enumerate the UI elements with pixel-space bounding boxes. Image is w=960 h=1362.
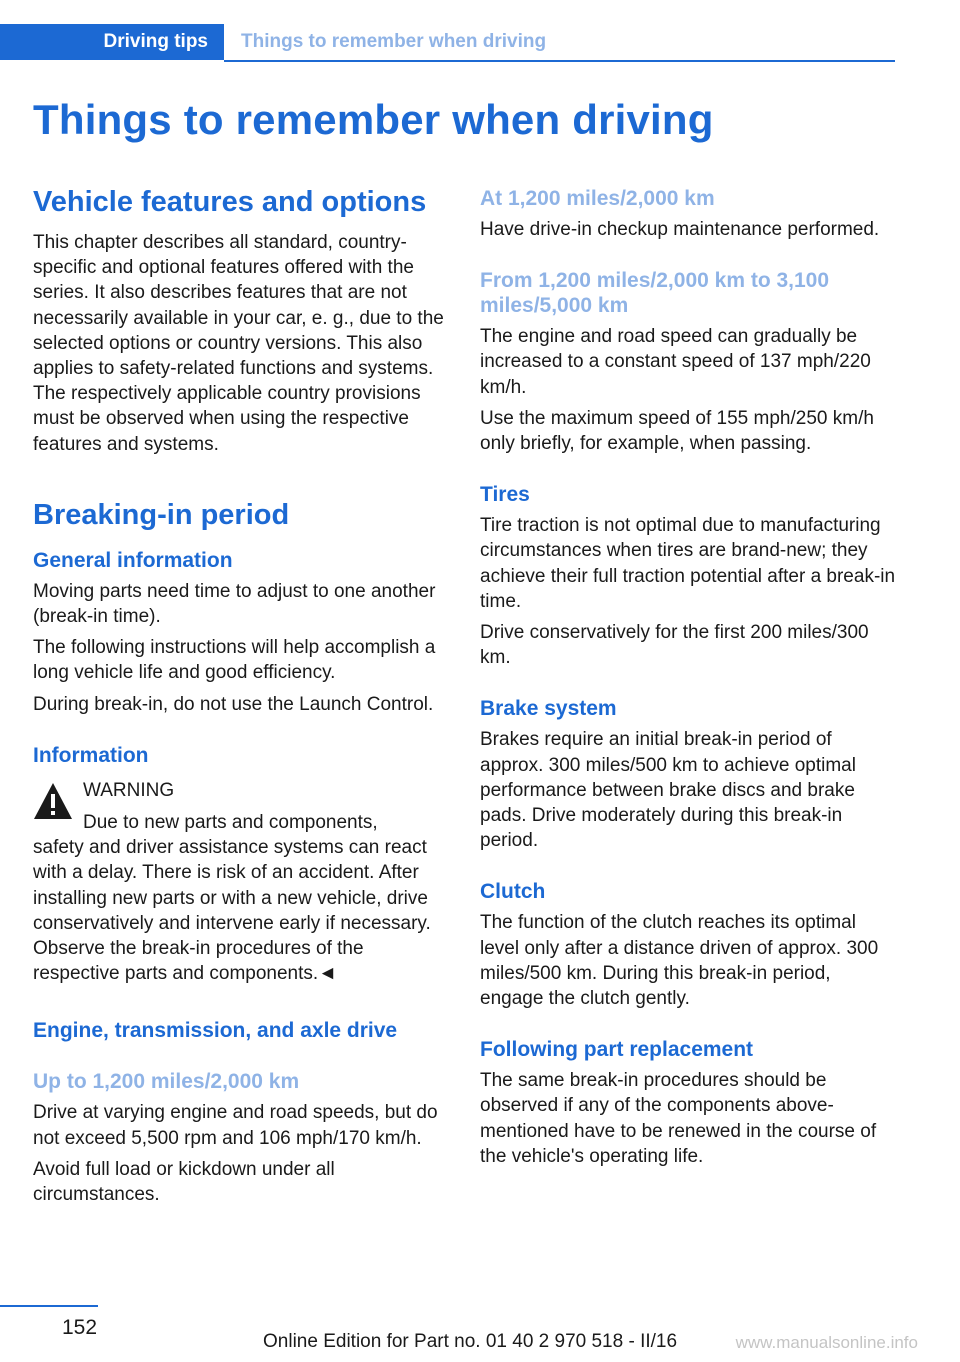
heading-tires: Tires — [480, 483, 530, 507]
heading-at-1200: At 1,200 miles/2,000 km — [480, 187, 715, 210]
at-1200-text: Have drive-in checkup maintenance performed. — [480, 219, 880, 240]
from-1200-text-2: Use the maximum speed of 155 mph/250 km/h only briefly, for example, when passing. — [480, 407, 874, 455]
warning-block — [33, 778, 449, 987]
footer-rule — [0, 1305, 98, 1307]
tab-things-to-remember[interactable]: Things to remember when driving — [241, 31, 547, 52]
heading-up-to-1200: Up to 1,200 miles/2,000 km — [33, 1070, 300, 1094]
heading-information: Information — [33, 743, 149, 767]
tires-text-2: Drive conservatively for the first 200 miles/300 km. — [480, 622, 869, 669]
tires-text-1: Tire traction is not optimal due to manufacturing circumstances when tires are brand-new; they achieve their full traction potential after a break-in time. — [480, 515, 896, 612]
vehicle-features-text: This chapter describes all standard, country-specific and optional features offered with the series. It also describes features that are not necessarily available in your car, e. g., due to the selected options or country versions. This also applies to safety-related functions and systems. The respectively applicable country provisions must be observed when using the respective features and systems. — [33, 232, 444, 455]
footer-watermark: www.manualsonline.info — [735, 1333, 918, 1352]
from-1200-text-1: The engine and road speed can gradually be increased to a constant speed of 137 mph/220 km/h. — [480, 326, 871, 398]
heading-general-information: General information — [33, 548, 233, 572]
up-to-1200-text-2: Avoid full load or kickdown under all circumstances. — [33, 1158, 335, 1206]
brake-system-text: Brakes require an initial break-in period of approx. 300 miles/500 km to achieve optimal performance between brake discs and brake pads. Drive moderately during this break-in period. — [480, 729, 856, 852]
warning-text-first-line: Due to new parts and components, — [83, 812, 378, 834]
general-information-text-1: Moving parts need time to adjust to one another (break-in time). — [33, 580, 436, 628]
left-column — [33, 182, 449, 1207]
heading-from-1200: From 1,200 miles/2,000 km to 3,100 miles/5,000 km — [480, 269, 830, 318]
header-tab-bar — [0, 24, 895, 62]
page-number: 152 — [62, 1316, 98, 1339]
general-information-text-3: During break-in, do not use the Launch Control. — [33, 693, 434, 715]
heading-engine-transmission: Engine, transmission, and axle drive — [33, 1019, 398, 1043]
warning-label: WARNING — [83, 779, 175, 801]
tab-driving-tips[interactable]: Driving tips — [0, 24, 224, 60]
warning-text: safety and driver assistance systems can react with a delay. There is risk of an accident. After installing new parts or with a new vehicle, drive conservatively and intervene early if necessary. Observe the break-in procedures of the respective parts and components.◄ — [33, 837, 431, 985]
general-information-text-2: The following instructions will help accomplish a long vehicle life and good efficiency. — [33, 637, 436, 684]
header-rule — [224, 60, 895, 62]
page-title: Things to remember when driving — [33, 96, 714, 143]
up-to-1200-text-1: Drive at varying engine and road speeds, but do not exceed 5,500 rpm and 106 mph/170 km/h. — [33, 1102, 438, 1149]
right-column — [480, 182, 896, 1169]
heading-breaking-in: Breaking-in period — [33, 498, 290, 531]
heading-brake-system: Brake system — [480, 697, 617, 721]
clutch-text: The function of the clutch reaches its optimal level only after a distance driven of approx. 300 miles/500 km. During this break-in period, engage the clutch gently. — [480, 912, 879, 1010]
footer-edition: Online Edition for Part no. 01 40 2 970 518 - II/16 — [263, 1331, 678, 1352]
part-replacement-text: The same break-in procedures should be observed if any of the components above-mentioned have to be renewed in the course of the vehicle's operating life. — [480, 1070, 877, 1167]
heading-part-replacement: Following part replacement — [480, 1038, 754, 1062]
heading-clutch: Clutch — [480, 880, 546, 904]
heading-vehicle-features: Vehicle features and options — [33, 186, 427, 218]
warning-triangle-icon — [33, 782, 73, 820]
